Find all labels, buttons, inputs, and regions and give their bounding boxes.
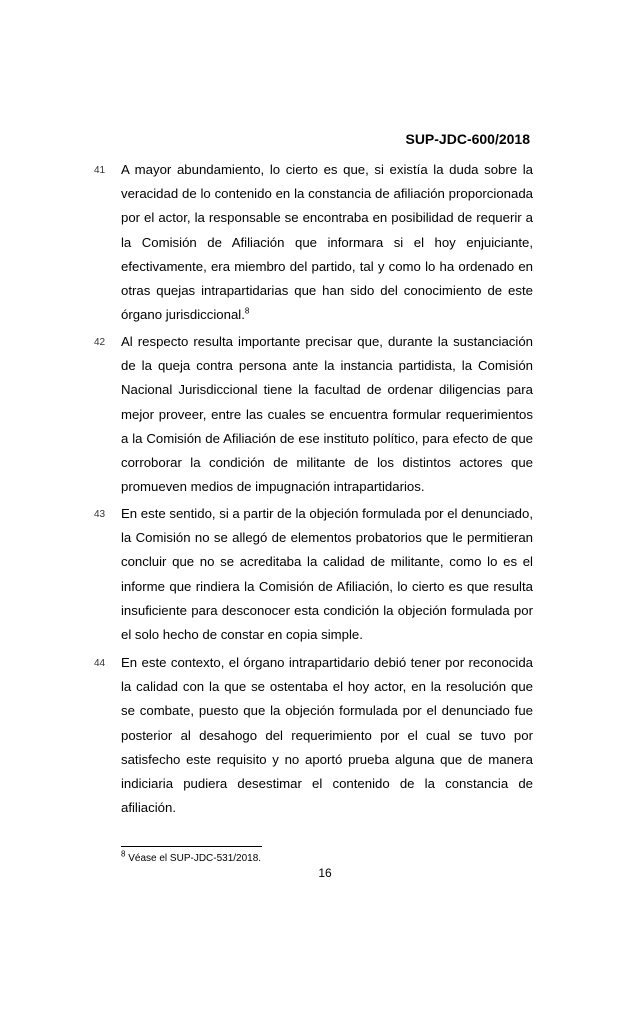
paragraph-41 [94, 158, 533, 327]
paragraph-43 [94, 502, 533, 647]
paragraph-number: 43 [94, 509, 106, 520]
paragraph-42 [94, 330, 533, 499]
paragraph-text: En este contexto, el órgano intrapartidario debió tener por reconocida la calidad con la que se ostentaba el hoy actor, en la resolución que se combate, puesto que la objeción formulada por el denunciado fue posterior al desahogo del requerimiento por el cual se tuvo por satisfecho este requisito y no aportó prueba alguna que de manera indiciaria pudiera desestimar el contenido de la constancia de afiliación. [121, 655, 533, 816]
paragraph-text: En este sentido, si a partir de la objeción formulada por el denunciado, la Comisión no se allegó de elementos probatorios que le permitieran concluir que no se acreditaba la calidad de militante, como lo es el informe que rindiera la Comisión de Afiliación, lo cierto es que resulta insuficiente para desconocer esta condición la objeción formulada por el solo hecho de constar en copia simple. [121, 506, 533, 643]
paragraph-number: 42 [94, 337, 106, 348]
page-number: 16 [318, 866, 332, 880]
footnote-separator [121, 846, 262, 847]
paragraph-number: 44 [94, 658, 106, 669]
paragraph-44 [94, 651, 533, 820]
paragraph-number: 41 [94, 165, 106, 176]
paragraph-text: Al respecto resulta importante precisar que, durante la sustanciación de la queja contra persona ante la instancia partidista, la Comisión Nacional Jurisdiccional tiene la facultad de ordenar diligencias para mejor proveer, entre las cuales se encuentra formular requerimientos a la Comisión de Afiliación de ese instituto político, para efecto de que corroborar la condición de militante de los distintos actores que promueven medios de impugnación intrapartidarios. [121, 334, 533, 495]
footnote-reference: 8 [244, 306, 250, 316]
footnote-text: Véase el SUP-JDC-531/2018. [128, 853, 262, 864]
footnote-marker: 8 [121, 849, 126, 859]
paragraph-text: A mayor abundamiento, lo cierto es que, si existía la duda sobre la veracidad de lo contenido en la constancia de afiliación proporcionada por el actor, la responsable se encontraba en posibilidad de requerir a la Comisión de Afiliación que informara si el hoy enjuiciante, efectivamente, era miembro del partido, tal y como lo ha ordenado en otras quejas intrapartidarias que han sido del conocimiento de este órgano jurisdiccional. [121, 162, 533, 323]
footnote [121, 849, 262, 866]
case-number-header: SUP-JDC-600/2018 [405, 131, 530, 147]
